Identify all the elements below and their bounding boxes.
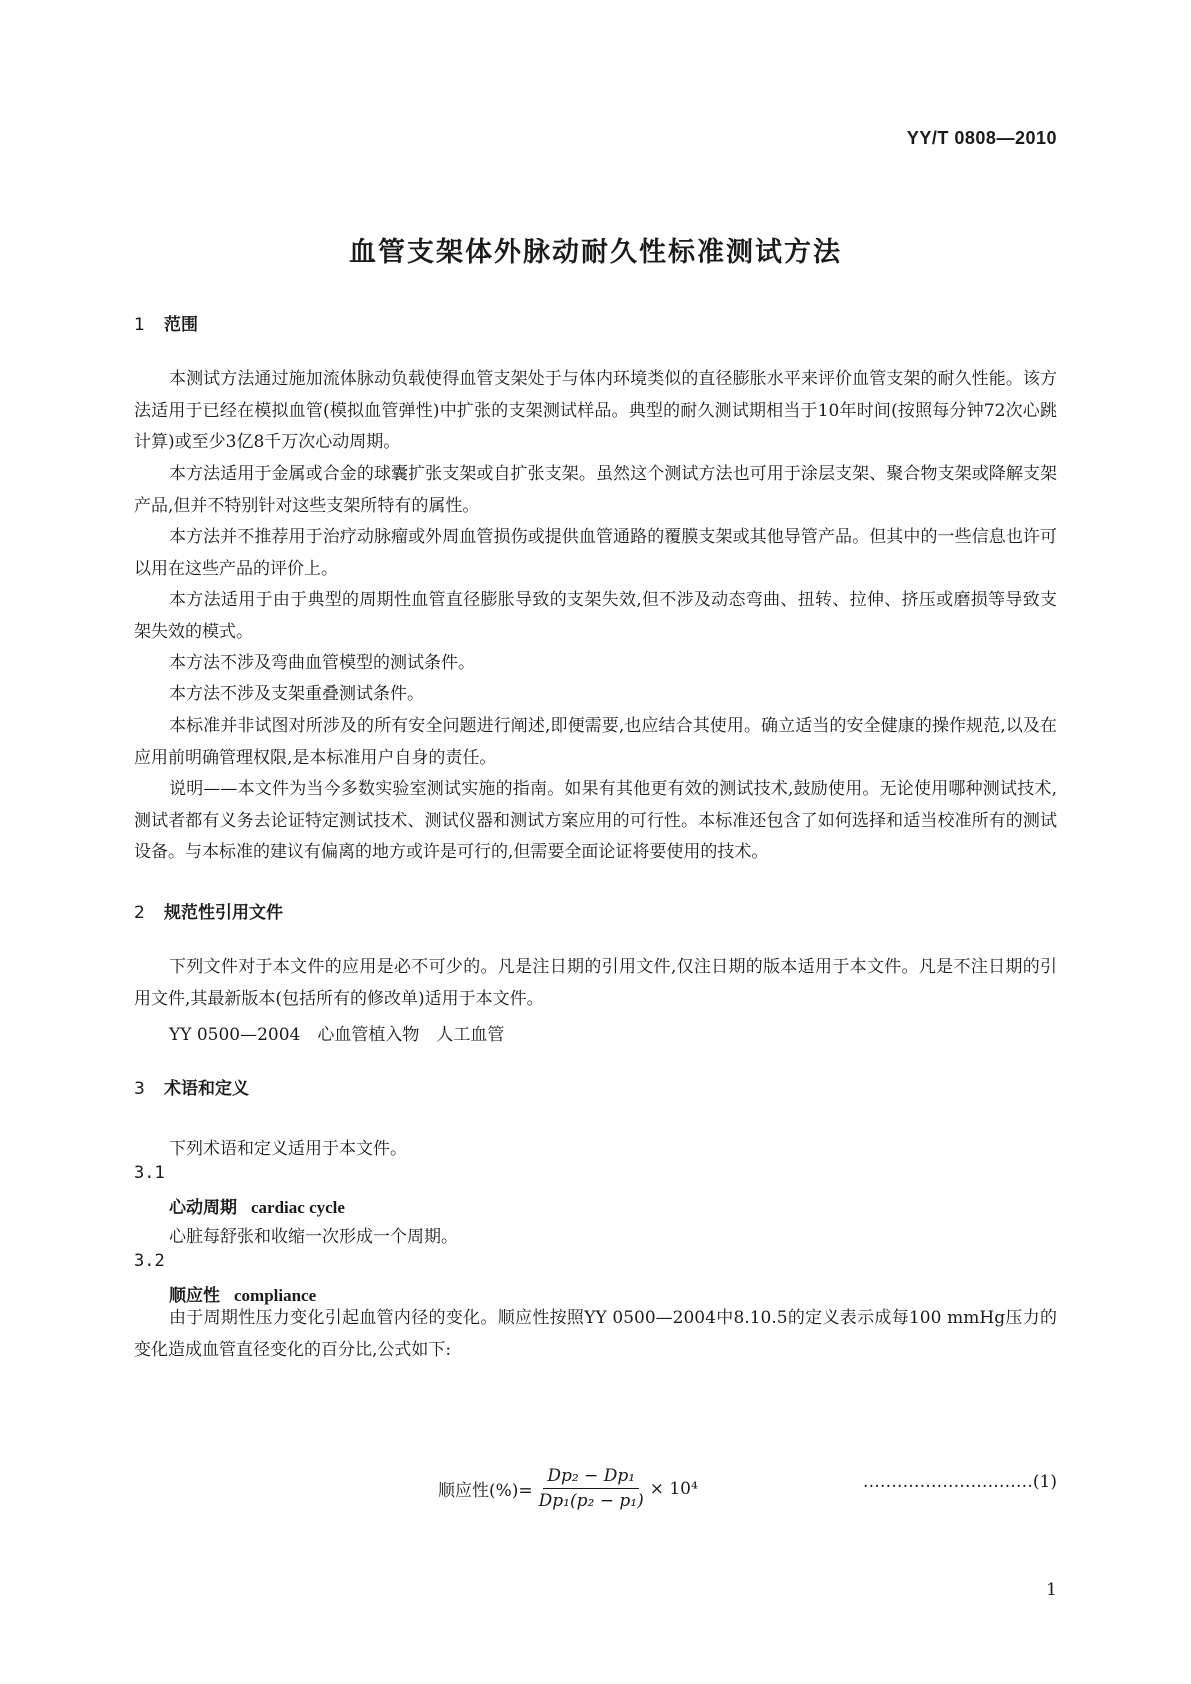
section-1-para-1: 本测试方法通过施加流体脉动负载使得血管支架处于与体内环境类似的直径膨胀水平来评价血管支架的耐久性能。该方法适用于已经在模拟血管(模拟血管弹性)中扩张的支架测试样品。典型的耐久测试期相当于10年时间(按照每分钟72次心跳计算)或至少3亿8千万次心动周期。: [134, 369, 1057, 452]
section-2-number: 2: [134, 903, 145, 923]
section-1-number: 1: [134, 315, 145, 335]
formula-lhs: 顺应性(%)=: [438, 1481, 533, 1501]
section-1-heading: [134, 310, 198, 335]
page-number: 1: [1046, 1580, 1057, 1600]
section-1-para-6: 本方法不涉及支架重叠测试条件。: [169, 684, 424, 704]
section-3-heading: [134, 1074, 249, 1099]
section-2-title: 规范性引用文件: [164, 903, 283, 923]
section-1-para-8: 说明——本文件为当今多数实验室测试实施的指南。如果有其他更有效的测试技术,鼓励使用。无论使用哪种测试技术,测试者都有义务去论证特定测试技术、测试仪器和测试方案应用的可行性。本标准还包含了如何选择和适当校准所有的测试设备。与本标准的建议有偏离的地方或许是可行的,但需要全面论证将要使用的技术。: [134, 779, 1057, 862]
term-1-number: 3.1: [134, 1163, 165, 1183]
compliance-formula: [438, 1466, 698, 1511]
formula-denominator: Dp₁(p₂ − p₁): [538, 1491, 644, 1511]
term-2-number: 3.2: [134, 1251, 165, 1271]
term-2-en: compliance: [234, 1286, 317, 1305]
formula-label: …………………………(1): [862, 1472, 1057, 1492]
term-1-en: cardiac cycle: [251, 1198, 345, 1217]
section-1-para-7: 本标准并非试图对所涉及的所有安全问题进行阐述,即便需要,也应结合其使用。确立适当的安全健康的操作规范,以及在应用前明确管理权限,是本标准用户自身的责任。: [134, 716, 1057, 768]
section-2-para-1: 下列文件对于本文件的应用是必不可少的。凡是注日期的引用文件,仅注日期的版本适用于本文件。凡是不注日期的引用文件,其最新版本(包括所有的修改单)适用于本文件。: [134, 957, 1057, 1009]
section-1-title: 范围: [164, 315, 198, 335]
section-2-heading: [134, 898, 283, 923]
standard-code: YY/T 0808—2010: [906, 128, 1057, 148]
section-3-number: 3: [134, 1079, 145, 1099]
formula-fraction: [539, 1466, 644, 1511]
section-3-title: 术语和定义: [164, 1079, 249, 1099]
section-1-para-2: 本方法适用于金属或合金的球囊扩张支架或自扩张支架。虽然这个测试方法也可用于涂层支架、聚合物支架或降解支架产品,但并不特别针对这些支架所特有的属性。: [134, 464, 1057, 516]
normative-reference: YY 0500—2004 心血管植入物 人工血管: [169, 1025, 505, 1045]
term-2-definition: 由于周期性压力变化引起血管内径的变化。顺应性按照YY 0500—2004中8.10.5的定义表示成每100 mmHg压力的变化造成血管直径变化的百分比,公式如下:: [134, 1308, 1057, 1360]
section-1-para-3: 本方法并不推荐用于治疗动脉瘤或外周血管损伤或提供血管通路的覆膜支架或其他导管产品。但其中的一些信息也许可以用在这些产品的评价上。: [134, 527, 1057, 579]
section-1-para-4: 本方法适用于由于典型的周期性血管直径膨胀导致的支架失效,但不涉及动态弯曲、扭转、拉伸、挤压或磨损等导致支架失效的模式。: [134, 590, 1057, 642]
term-2-zh: 顺应性: [169, 1286, 220, 1306]
formula-factor: × 10⁴: [649, 1478, 698, 1499]
term-1-definition: 心脏每舒张和收缩一次形成一个周期。: [169, 1227, 458, 1247]
document-title: 血管支架体外脉动耐久性标准测试方法: [349, 237, 842, 268]
section-3-intro: 下列术语和定义适用于本文件。: [169, 1139, 407, 1159]
term-1-zh: 心动周期: [169, 1198, 237, 1218]
term-1-title: [169, 1193, 345, 1218]
section-1-para-5: 本方法不涉及弯曲血管模型的测试条件。: [169, 653, 475, 673]
formula-numerator: Dp₂ − Dp₁: [543, 1466, 639, 1489]
